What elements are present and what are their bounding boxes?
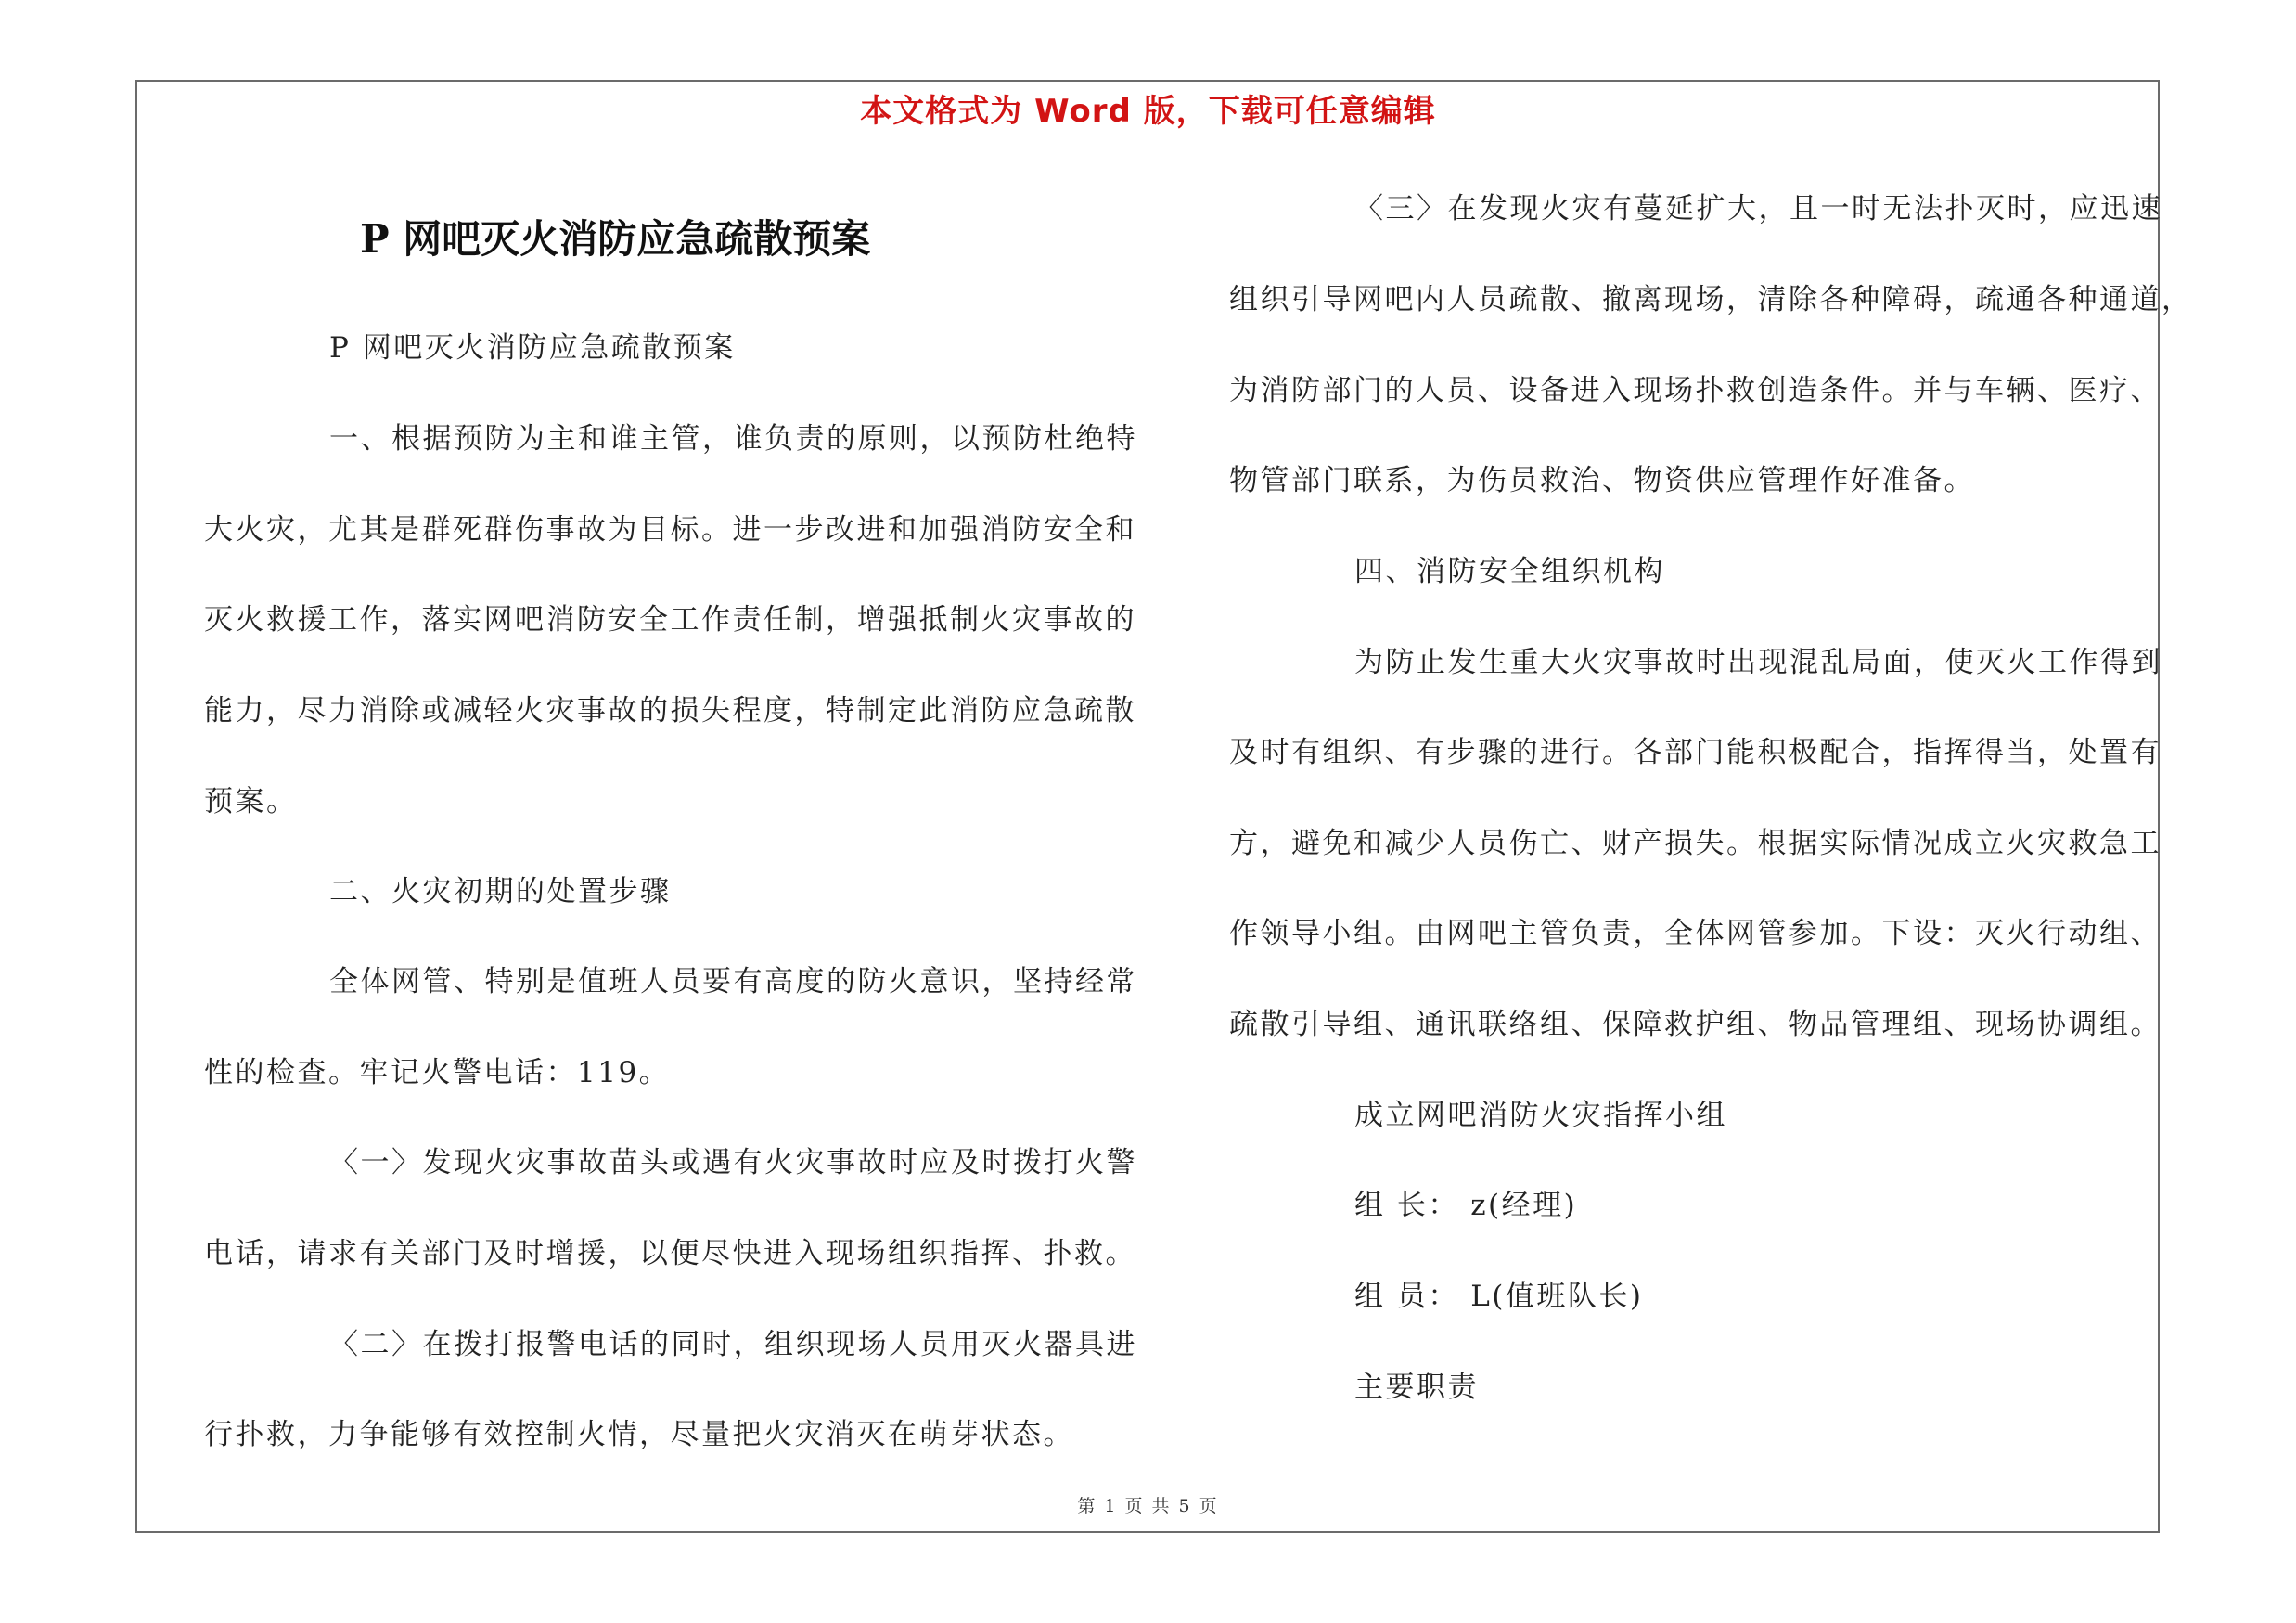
text-line: 能力，尽力消除或减轻火灾事故的损失程度，特制定此消防应急疏散 <box>204 694 1136 728</box>
text-line: 行扑救，力争能够有效控制火情，尽量把火灾消灭在萌芽状态。 <box>204 1418 1074 1451</box>
text-line: 大火灾，尤其是群死群伤事故为目标。进一步改进和加强消防安全和 <box>204 513 1136 547</box>
format-banner: 本文格式为 Word 版，下载可任意编辑 <box>860 93 1436 130</box>
text-line: 组 长： z(经理) <box>1354 1189 1578 1222</box>
text-line: 物管部门联系，为伤员救治、物资供应管理作好准备。 <box>1229 464 1975 497</box>
text-line: P 网吧灭火消防应急疏散预案 <box>329 331 736 365</box>
text-line: 作领导小组。由网吧主管负责，全体网管参加。下设：灭火行动组、 <box>1229 917 2161 950</box>
text-line: 四、消防安全组织机构 <box>1354 555 1665 588</box>
text-line: 疏散引导组、通讯联络组、保障救护组、物品管理组、现场协调组。 <box>1229 1008 2161 1041</box>
text-line: 为防止发生重大火灾事故时出现混乱局面，使灭火工作得到 <box>1354 646 2162 679</box>
text-line: 全体网管、特别是值班人员要有高度的防火意识，坚持经常 <box>329 965 1137 998</box>
text-line: 〈二〉在拨打报警电话的同时，组织现场人员用灭火器具进 <box>329 1328 1137 1361</box>
text-line: 预案。 <box>204 785 298 818</box>
text-line: 成立网吧消防火灾指挥小组 <box>1354 1099 1727 1132</box>
text-line: 一、根据预防为主和谁主管，谁负责的原则，以预防杜绝特 <box>329 422 1137 456</box>
text-line: 组织引导网吧内人员疏散、撤离现场，清除各种障碍，疏通各种通道， <box>1229 283 2193 316</box>
text-line: 灭火救援工作，落实网吧消防安全工作责任制，增强抵制火灾事故的 <box>204 603 1136 637</box>
text-line: 及时有组织、有步骤的进行。各部门能积极配合，指挥得当，处置有 <box>1229 736 2161 769</box>
text-line: 二、火灾初期的处置步骤 <box>329 875 672 908</box>
text-line: 性的检查。牢记火警电话：119。 <box>204 1056 671 1089</box>
text-line: 组 员： L(值班队长) <box>1354 1280 1644 1313</box>
page-footer: 第 1 页 共 5 页 <box>1077 1496 1219 1516</box>
text-line: 主要职责 <box>1354 1371 1479 1404</box>
document-title: P 网吧灭火消防应急疏散预案 <box>360 216 871 262</box>
text-line: 方，避免和减少人员伤亡、财产损失。根据实际情况成立火灾救急工 <box>1229 827 2161 860</box>
text-line: 〈一〉发现火灾事故苗头或遇有火灾事故时应及时拨打火警 <box>329 1146 1137 1179</box>
text-line: 电话，请求有关部门及时增援，以便尽快进入现场组织指挥、扑救。 <box>204 1237 1136 1270</box>
text-line: 〈三〉在发现火灾有蔓延扩大，且一时无法扑灭时，应迅速 <box>1354 192 2162 225</box>
text-line: 为消防部门的人员、设备进入现场扑救创造条件。并与车辆、医疗、 <box>1229 374 2161 407</box>
